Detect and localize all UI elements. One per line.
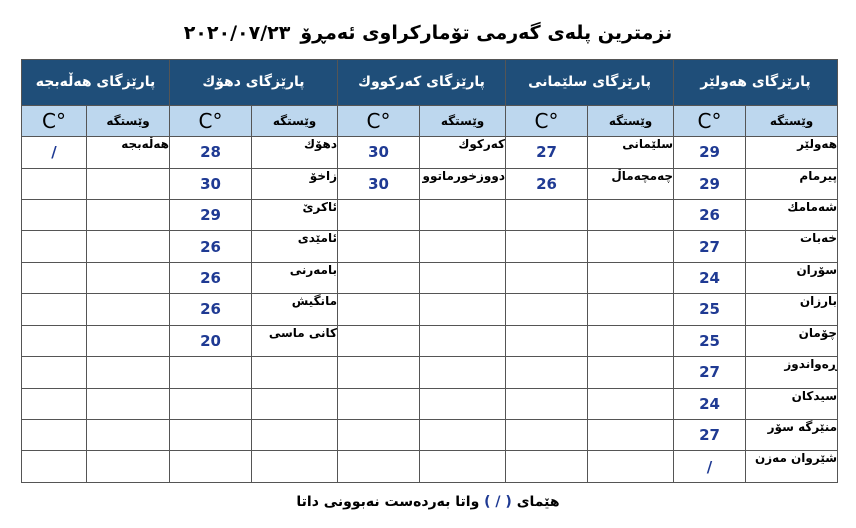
temperature-value: 25 [674,294,746,325]
station-column-header: وێستگە [420,105,506,136]
temperature-value [506,262,588,293]
temperature-value [22,294,87,325]
station-name: بامەرنی [252,262,338,293]
station-column-header: وێستگە [87,105,170,136]
station-name: شەمامك [746,199,838,230]
station-name: چەمچەماڵ [588,168,674,199]
province-header: پارێزگای هەڵەبجە [22,60,170,106]
station-name: منێرگە سۆر [746,420,838,451]
station-name [588,325,674,356]
station-name: شێروان مەزن [746,451,838,483]
station-name [87,294,170,325]
station-name: ئاكرێ [252,199,338,230]
temperature-value: 26 [674,199,746,230]
temperature-value [22,388,87,419]
province-header: پارێزگای دهۆك [170,60,338,106]
station-name: بارزان [746,294,838,325]
station-name [252,357,338,388]
temperature-value: 24 [674,388,746,419]
temperature-value [506,420,588,451]
temperature-value: 26 [506,168,588,199]
station-name: دهۆك [252,137,338,168]
temperature-value [506,325,588,356]
station-name [87,451,170,483]
celsius-column-header: °C [170,105,252,136]
temperature-value: 29 [170,199,252,230]
temperature-value: 27 [506,137,588,168]
temperature-value [506,451,588,483]
celsius-column-header: °C [506,105,588,136]
temperature-value [22,420,87,451]
column-header-row [22,105,838,136]
table-row [22,294,838,325]
temperature-table [21,59,838,483]
temperature-value [22,231,87,262]
station-name: دووزخورماتوو [420,168,506,199]
station-name [252,451,338,483]
temperature-value [506,357,588,388]
temperature-value [338,451,420,483]
station-name [588,294,674,325]
temperature-value [506,294,588,325]
station-name [420,420,506,451]
station-name [420,388,506,419]
temperature-value [338,357,420,388]
celsius-column-header: °C [22,105,87,136]
station-name: زاخۆ [252,168,338,199]
station-name: سیدكان [746,388,838,419]
station-name: مانگیش [252,294,338,325]
station-name [588,231,674,262]
legend-prefix: هێمای [516,494,560,510]
station-name [252,388,338,419]
temperature-value [170,388,252,419]
station-name [87,231,170,262]
station-name [420,199,506,230]
temperature-value [22,357,87,388]
legend-note [0,488,856,516]
province-header: پارێزگای کەرکووك [338,60,506,106]
station-column-header: وێستگە [252,105,338,136]
station-name: كەركوك [420,137,506,168]
temperature-value [22,451,87,483]
table-row [22,325,838,356]
station-name [87,420,170,451]
station-name [588,262,674,293]
station-name [588,199,674,230]
temperature-value: 27 [674,420,746,451]
station-name: چۆمان [746,325,838,356]
table-row [22,262,838,293]
temperature-value: 26 [170,294,252,325]
temperature-value [338,199,420,230]
station-name [588,420,674,451]
legend-symbol: ( / ) [484,494,512,510]
temperature-value [506,231,588,262]
title-text: نزمترین پلەی گەرمی تۆمارکراوی ئەمڕۆ [300,22,673,44]
station-name [420,357,506,388]
temperature-value [22,168,87,199]
table-row [22,388,838,419]
temperature-value: 26 [170,262,252,293]
station-name [420,294,506,325]
station-name: هەڵەبجە [87,137,170,168]
celsius-column-header: °C [338,105,420,136]
station-name: ئامێدی [252,231,338,262]
temperature-value: 20 [170,325,252,356]
temperature-value [338,294,420,325]
table-row [22,199,838,230]
station-name: خەبات [746,231,838,262]
temperature-value: 28 [170,137,252,168]
temperature-value: 30 [170,168,252,199]
temperature-value: 30 [338,168,420,199]
province-header: پارێزگای سلێمانی [506,60,674,106]
table-row [22,420,838,451]
temperature-value [506,388,588,419]
table-row [22,168,838,199]
station-name: ڕەواندوز [746,357,838,388]
temperature-value: 27 [674,357,746,388]
temperature-value: 25 [674,325,746,356]
temperature-value [170,420,252,451]
temperature-value: 26 [170,231,252,262]
station-name [87,262,170,293]
station-name [87,199,170,230]
station-name [588,357,674,388]
station-name: هەولێر [746,137,838,168]
station-name: سلێمانی [588,137,674,168]
table-row [22,137,838,168]
temperature-value: 29 [674,168,746,199]
temperature-value [22,325,87,356]
title-date: ٢٠٢٠/٠٧/٢٣ [183,22,291,44]
temperature-value: 29 [674,137,746,168]
celsius-column-header: °C [674,105,746,136]
station-name [87,325,170,356]
temperature-value [170,357,252,388]
station-name [420,231,506,262]
temperature-value [338,420,420,451]
station-column-header: وێستگە [588,105,674,136]
station-name [87,357,170,388]
table-row [22,451,838,483]
report-title [0,18,856,48]
station-name [420,325,506,356]
temperature-value [338,325,420,356]
temperature-value [22,262,87,293]
temperature-value: / [22,137,87,168]
temperature-value [170,451,252,483]
station-column-header: وێستگە [746,105,838,136]
temperature-value: 27 [674,231,746,262]
table-body [22,137,838,483]
station-name [87,388,170,419]
legend-suffix: واتا بەردەست نەبوونی داتا [296,494,480,510]
station-name [87,168,170,199]
table-row [22,231,838,262]
temperature-value [338,388,420,419]
station-name [588,388,674,419]
station-name: سۆران [746,262,838,293]
station-name [420,451,506,483]
station-name [252,420,338,451]
temperature-value [506,199,588,230]
station-name: پیرمام [746,168,838,199]
temperature-value: 24 [674,262,746,293]
temperature-value [338,262,420,293]
table-row [22,357,838,388]
temperature-value: / [674,451,746,483]
temperature-value [22,199,87,230]
province-header: پارێزگای هەولێر [674,60,838,106]
temperature-value: 30 [338,137,420,168]
province-header-row [22,60,838,106]
station-name [420,262,506,293]
station-name [588,451,674,483]
temperature-value [338,231,420,262]
station-name: كانی ماسی [252,325,338,356]
